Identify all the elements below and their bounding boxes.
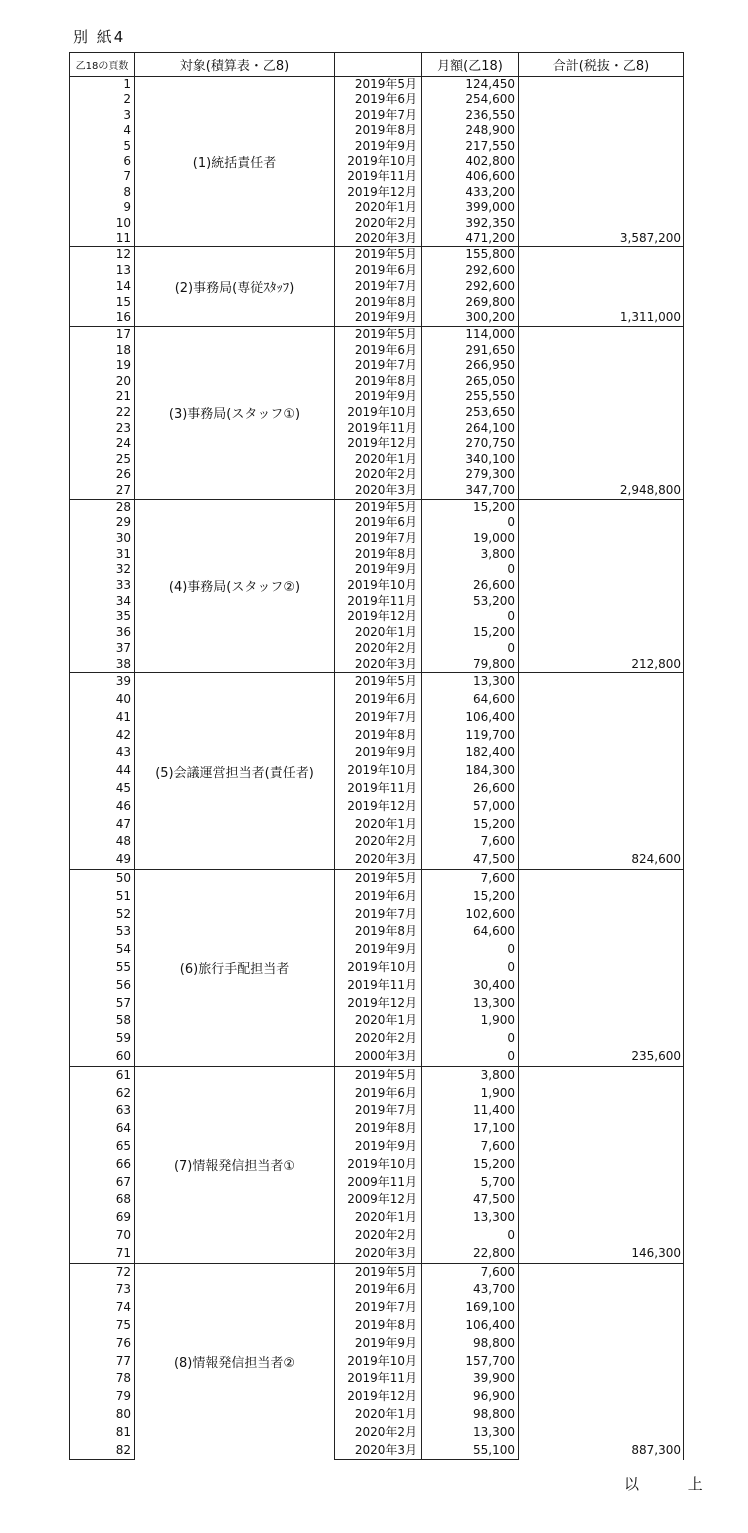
page-number-cell: 34	[70, 594, 135, 610]
amount-cell: 279,300	[422, 467, 519, 483]
amount-cell: 114,000	[422, 326, 519, 342]
amount-cell: 15,200	[422, 625, 519, 641]
group-block	[70, 499, 684, 673]
month-cell: 2020年1月	[335, 200, 422, 215]
month-cell: 2020年2月	[335, 1227, 422, 1245]
amount-cell: 402,800	[422, 154, 519, 169]
amount-cell: 269,800	[422, 295, 519, 311]
month-cell: 2019年9月	[335, 139, 422, 154]
page-number-cell: 67	[70, 1174, 135, 1192]
month-cell: 2020年1月	[335, 1012, 422, 1030]
table-row	[70, 77, 684, 93]
amount-cell: 124,450	[422, 77, 519, 93]
month-cell: 2019年9月	[335, 389, 422, 405]
month-cell: 2020年2月	[335, 833, 422, 851]
page-number-cell: 68	[70, 1191, 135, 1209]
amount-cell: 26,600	[422, 578, 519, 594]
target-label: (5)会議運営担当者(責任者)	[135, 673, 335, 870]
month-cell: 2019年5月	[335, 673, 422, 691]
group-total: 212,800	[519, 499, 684, 673]
page-number-cell: 7	[70, 169, 135, 184]
amount-cell: 0	[422, 941, 519, 959]
page-number-cell: 65	[70, 1138, 135, 1156]
amount-cell: 292,600	[422, 279, 519, 295]
page-number-cell: 37	[70, 641, 135, 657]
month-cell: 2019年10月	[335, 405, 422, 421]
page-number-cell: 17	[70, 326, 135, 342]
amount-cell: 96,900	[422, 1388, 519, 1406]
month-cell: 2020年2月	[335, 467, 422, 483]
table-row	[70, 1263, 684, 1281]
amount-cell: 184,300	[422, 762, 519, 780]
page-number-cell: 48	[70, 833, 135, 851]
month-cell: 2019年12月	[335, 185, 422, 200]
page-number-cell: 75	[70, 1317, 135, 1335]
amount-cell: 340,100	[422, 452, 519, 468]
amount-cell: 13,300	[422, 1209, 519, 1227]
month-cell: 2009年12月	[335, 1191, 422, 1209]
page-number-cell: 29	[70, 515, 135, 531]
page-number-cell: 36	[70, 625, 135, 641]
page-number-cell: 20	[70, 374, 135, 390]
month-cell: 2020年1月	[335, 1406, 422, 1424]
group-total: 887,300	[519, 1263, 684, 1460]
target-label: (2)事務局(専従ｽﾀｯﾌ)	[135, 247, 335, 327]
amount-cell: 291,650	[422, 343, 519, 359]
page-number-cell: 80	[70, 1406, 135, 1424]
group-block	[70, 77, 684, 247]
month-cell: 2020年1月	[335, 816, 422, 834]
month-cell: 2019年11月	[335, 1370, 422, 1388]
page-number-cell: 11	[70, 231, 135, 247]
page-number-cell: 2	[70, 92, 135, 107]
table-row	[70, 499, 684, 515]
amount-cell: 1,900	[422, 1085, 519, 1103]
page-number-cell: 81	[70, 1424, 135, 1442]
month-cell: 2019年9月	[335, 941, 422, 959]
month-cell: 2019年9月	[335, 1138, 422, 1156]
page-number-cell: 6	[70, 154, 135, 169]
month-cell: 2019年6月	[335, 691, 422, 709]
page-number-cell: 30	[70, 531, 135, 547]
amount-cell: 433,200	[422, 185, 519, 200]
page-number-cell: 52	[70, 906, 135, 924]
page-number-cell: 8	[70, 185, 135, 200]
amount-cell: 102,600	[422, 906, 519, 924]
month-cell: 2019年10月	[335, 762, 422, 780]
month-cell: 2020年3月	[335, 483, 422, 499]
group-block	[70, 247, 684, 327]
month-cell: 2019年6月	[335, 263, 422, 279]
group-block	[70, 673, 684, 870]
month-cell: 2019年6月	[335, 515, 422, 531]
month-cell: 2019年11月	[335, 421, 422, 437]
month-cell: 2019年8月	[335, 295, 422, 311]
month-cell: 2020年2月	[335, 641, 422, 657]
page-number-cell: 51	[70, 888, 135, 906]
month-cell: 2019年10月	[335, 959, 422, 977]
amount-cell: 266,950	[422, 358, 519, 374]
amount-cell: 399,000	[422, 200, 519, 215]
amount-cell: 47,500	[422, 851, 519, 869]
month-cell: 2019年7月	[335, 1102, 422, 1120]
amount-cell: 26,600	[422, 780, 519, 798]
amount-cell: 1,900	[422, 1012, 519, 1030]
amount-cell: 169,100	[422, 1299, 519, 1317]
month-cell: 2019年6月	[335, 343, 422, 359]
month-cell: 2020年3月	[335, 1245, 422, 1263]
amount-cell: 7,600	[422, 1138, 519, 1156]
table-row	[70, 247, 684, 263]
month-cell: 2019年8月	[335, 547, 422, 563]
amount-cell: 47,500	[422, 1191, 519, 1209]
cost-table	[69, 52, 684, 1460]
table-row	[70, 1066, 684, 1084]
amount-cell: 15,200	[422, 1156, 519, 1174]
amount-cell: 57,000	[422, 798, 519, 816]
amount-cell: 15,200	[422, 816, 519, 834]
month-cell: 2019年6月	[335, 888, 422, 906]
amount-cell: 0	[422, 609, 519, 625]
page-number-cell: 26	[70, 467, 135, 483]
amount-cell: 119,700	[422, 727, 519, 745]
amount-cell: 3,800	[422, 1066, 519, 1084]
amount-cell: 98,800	[422, 1406, 519, 1424]
month-cell: 2019年6月	[335, 1085, 422, 1103]
month-cell: 2019年9月	[335, 562, 422, 578]
page-number-cell: 69	[70, 1209, 135, 1227]
month-cell: 2020年3月	[335, 1442, 422, 1460]
amount-cell: 64,600	[422, 691, 519, 709]
page-number-cell: 31	[70, 547, 135, 563]
amount-cell: 0	[422, 562, 519, 578]
page-number-cell: 9	[70, 200, 135, 215]
month-cell: 2019年6月	[335, 1281, 422, 1299]
page-number-cell: 35	[70, 609, 135, 625]
group-block	[70, 1066, 684, 1263]
month-cell: 2019年8月	[335, 374, 422, 390]
amount-cell: 254,600	[422, 92, 519, 107]
page-number-cell: 47	[70, 816, 135, 834]
amount-cell: 11,400	[422, 1102, 519, 1120]
page-number-cell: 64	[70, 1120, 135, 1138]
amount-cell: 0	[422, 1227, 519, 1245]
target-label: (7)情報発信担当者①	[135, 1066, 335, 1263]
amount-cell: 15,200	[422, 888, 519, 906]
page-number-cell: 1	[70, 77, 135, 93]
month-cell: 2019年10月	[335, 154, 422, 169]
header-amount: 月額(乙18)	[422, 53, 519, 77]
group-total: 2,948,800	[519, 326, 684, 499]
page-number-cell: 41	[70, 709, 135, 727]
month-cell: 2019年5月	[335, 870, 422, 888]
page-number-cell: 12	[70, 247, 135, 263]
page-number-cell: 54	[70, 941, 135, 959]
amount-cell: 248,900	[422, 123, 519, 138]
amount-cell: 270,750	[422, 436, 519, 452]
page-number-cell: 18	[70, 343, 135, 359]
amount-cell: 43,700	[422, 1281, 519, 1299]
group-total: 3,587,200	[519, 77, 684, 247]
page-number-cell: 76	[70, 1335, 135, 1353]
page-number-cell: 49	[70, 851, 135, 869]
amount-cell: 217,550	[422, 139, 519, 154]
page-number-cell: 53	[70, 923, 135, 941]
amount-cell: 7,600	[422, 1263, 519, 1281]
month-cell: 2019年10月	[335, 1353, 422, 1371]
group-total: 146,300	[519, 1066, 684, 1263]
month-cell: 2019年7月	[335, 279, 422, 295]
amount-cell: 13,300	[422, 995, 519, 1013]
table-row	[70, 870, 684, 888]
amount-cell: 157,700	[422, 1353, 519, 1371]
page-number-cell: 43	[70, 744, 135, 762]
page-number-cell: 71	[70, 1245, 135, 1263]
month-cell: 2019年7月	[335, 709, 422, 727]
amount-cell: 106,400	[422, 1317, 519, 1335]
month-cell: 2019年5月	[335, 247, 422, 263]
month-cell: 2020年3月	[335, 851, 422, 869]
month-cell: 2019年9月	[335, 744, 422, 762]
amount-cell: 182,400	[422, 744, 519, 762]
month-cell: 2019年7月	[335, 1299, 422, 1317]
page-number-cell: 16	[70, 310, 135, 326]
month-cell: 2019年12月	[335, 1388, 422, 1406]
amount-cell: 0	[422, 515, 519, 531]
month-cell: 2019年11月	[335, 594, 422, 610]
month-cell: 2019年12月	[335, 798, 422, 816]
page-number-cell: 10	[70, 216, 135, 231]
month-cell: 2020年2月	[335, 216, 422, 231]
page-number-cell: 45	[70, 780, 135, 798]
month-cell: 2019年10月	[335, 1156, 422, 1174]
month-cell: 2019年7月	[335, 358, 422, 374]
group-block	[70, 870, 684, 1067]
page-number-cell: 23	[70, 421, 135, 437]
page-number-cell: 58	[70, 1012, 135, 1030]
month-cell: 2020年1月	[335, 625, 422, 641]
page-number-cell: 46	[70, 798, 135, 816]
page-number-cell: 44	[70, 762, 135, 780]
month-cell: 2020年1月	[335, 452, 422, 468]
page-number-cell: 66	[70, 1156, 135, 1174]
amount-cell: 255,550	[422, 389, 519, 405]
amount-cell: 98,800	[422, 1335, 519, 1353]
page-number-cell: 39	[70, 673, 135, 691]
page-number-cell: 63	[70, 1102, 135, 1120]
page-number-cell: 4	[70, 123, 135, 138]
page-number-cell: 79	[70, 1388, 135, 1406]
page-number-cell: 5	[70, 139, 135, 154]
month-cell: 2019年9月	[335, 1335, 422, 1353]
month-cell: 2019年5月	[335, 326, 422, 342]
amount-cell: 64,600	[422, 923, 519, 941]
month-cell: 2019年8月	[335, 727, 422, 745]
amount-cell: 7,600	[422, 833, 519, 851]
group-total: 824,600	[519, 673, 684, 870]
page-number-cell: 40	[70, 691, 135, 709]
amount-cell: 13,300	[422, 1424, 519, 1442]
month-cell: 2019年5月	[335, 1263, 422, 1281]
page-number-cell: 15	[70, 295, 135, 311]
month-cell: 2019年5月	[335, 1066, 422, 1084]
month-cell: 2019年8月	[335, 1120, 422, 1138]
month-cell: 2019年5月	[335, 77, 422, 93]
page-number-cell: 56	[70, 977, 135, 995]
end-mark: 以 上	[624, 1475, 725, 1493]
page-number-cell: 21	[70, 389, 135, 405]
target-label: (6)旅行手配担当者	[135, 870, 335, 1067]
month-cell: 2019年5月	[335, 499, 422, 515]
month-cell: 2019年11月	[335, 977, 422, 995]
page-number-cell: 22	[70, 405, 135, 421]
page-number-cell: 59	[70, 1030, 135, 1048]
amount-cell: 0	[422, 641, 519, 657]
month-cell: 2019年8月	[335, 923, 422, 941]
page-number-cell: 33	[70, 578, 135, 594]
amount-cell: 17,100	[422, 1120, 519, 1138]
month-cell: 2019年7月	[335, 906, 422, 924]
page-number-cell: 14	[70, 279, 135, 295]
amount-cell: 13,300	[422, 673, 519, 691]
month-cell: 2020年2月	[335, 1424, 422, 1442]
amount-cell: 53,200	[422, 594, 519, 610]
amount-cell: 392,350	[422, 216, 519, 231]
amount-cell: 155,800	[422, 247, 519, 263]
page-number-cell: 78	[70, 1370, 135, 1388]
amount-cell: 0	[422, 1030, 519, 1048]
month-cell: 2020年3月	[335, 657, 422, 673]
document-label: 別 紙4	[73, 28, 126, 46]
amount-cell: 79,800	[422, 657, 519, 673]
amount-cell: 292,600	[422, 263, 519, 279]
page-number-cell: 42	[70, 727, 135, 745]
page-number-cell: 19	[70, 358, 135, 374]
amount-cell: 22,800	[422, 1245, 519, 1263]
amount-cell: 3,800	[422, 547, 519, 563]
month-cell: 2019年11月	[335, 169, 422, 184]
header-total: 合計(税抜・乙8)	[519, 53, 684, 77]
month-cell: 2019年11月	[335, 780, 422, 798]
amount-cell: 5,700	[422, 1174, 519, 1192]
amount-cell: 15,200	[422, 499, 519, 515]
month-cell: 2019年6月	[335, 92, 422, 107]
target-label: (8)情報発信担当者②	[135, 1263, 335, 1460]
amount-cell: 7,600	[422, 870, 519, 888]
month-cell: 2000年3月	[335, 1048, 422, 1066]
page-number-cell: 82	[70, 1442, 135, 1460]
table-row	[70, 673, 684, 691]
header-month	[335, 53, 422, 77]
page-number-cell: 38	[70, 657, 135, 673]
month-cell: 2019年7月	[335, 531, 422, 547]
target-label: (4)事務局(スタッフ②)	[135, 499, 335, 673]
amount-cell: 253,650	[422, 405, 519, 421]
amount-cell: 264,100	[422, 421, 519, 437]
month-cell: 2019年8月	[335, 1317, 422, 1335]
amount-cell: 236,550	[422, 108, 519, 123]
month-cell: 2020年3月	[335, 231, 422, 247]
target-label: (3)事務局(スタッフ①)	[135, 326, 335, 499]
month-cell: 2019年7月	[335, 108, 422, 123]
month-cell: 2019年8月	[335, 123, 422, 138]
amount-cell: 471,200	[422, 231, 519, 247]
month-cell: 2019年12月	[335, 436, 422, 452]
month-cell: 2019年12月	[335, 995, 422, 1013]
amount-cell: 30,400	[422, 977, 519, 995]
page-number-cell: 73	[70, 1281, 135, 1299]
header-target: 対象(積算表・乙8)	[135, 53, 335, 77]
amount-cell: 0	[422, 959, 519, 977]
page-number-cell: 25	[70, 452, 135, 468]
page-number-cell: 28	[70, 499, 135, 515]
amount-cell: 106,400	[422, 709, 519, 727]
group-total: 1,311,000	[519, 247, 684, 327]
amount-cell: 0	[422, 1048, 519, 1066]
page-number-cell: 77	[70, 1353, 135, 1371]
month-cell: 2019年9月	[335, 310, 422, 326]
page-number-cell: 32	[70, 562, 135, 578]
month-cell: 2019年10月	[335, 578, 422, 594]
header-row	[70, 53, 684, 77]
table-row	[70, 326, 684, 342]
page-number-cell: 74	[70, 1299, 135, 1317]
page-number-cell: 24	[70, 436, 135, 452]
group-block	[70, 1263, 684, 1460]
month-cell: 2009年11月	[335, 1174, 422, 1192]
group-block	[70, 326, 684, 499]
page-number-cell: 70	[70, 1227, 135, 1245]
amount-cell: 19,000	[422, 531, 519, 547]
target-label: (1)統括責任者	[135, 77, 335, 247]
page-number-cell: 57	[70, 995, 135, 1013]
month-cell: 2020年1月	[335, 1209, 422, 1227]
amount-cell: 406,600	[422, 169, 519, 184]
page-number-cell: 61	[70, 1066, 135, 1084]
page-number-cell: 3	[70, 108, 135, 123]
amount-cell: 39,900	[422, 1370, 519, 1388]
page-number-cell: 27	[70, 483, 135, 499]
page-number-cell: 72	[70, 1263, 135, 1281]
page-number-cell: 62	[70, 1085, 135, 1103]
amount-cell: 55,100	[422, 1442, 519, 1460]
page-number-cell: 55	[70, 959, 135, 977]
page-number-cell: 60	[70, 1048, 135, 1066]
page-number-cell: 13	[70, 263, 135, 279]
group-total: 235,600	[519, 870, 684, 1067]
header-page-no: 乙18の頁数	[70, 53, 135, 77]
page-number-cell: 50	[70, 870, 135, 888]
amount-cell: 347,700	[422, 483, 519, 499]
month-cell: 2020年2月	[335, 1030, 422, 1048]
amount-cell: 265,050	[422, 374, 519, 390]
amount-cell: 300,200	[422, 310, 519, 326]
month-cell: 2019年12月	[335, 609, 422, 625]
